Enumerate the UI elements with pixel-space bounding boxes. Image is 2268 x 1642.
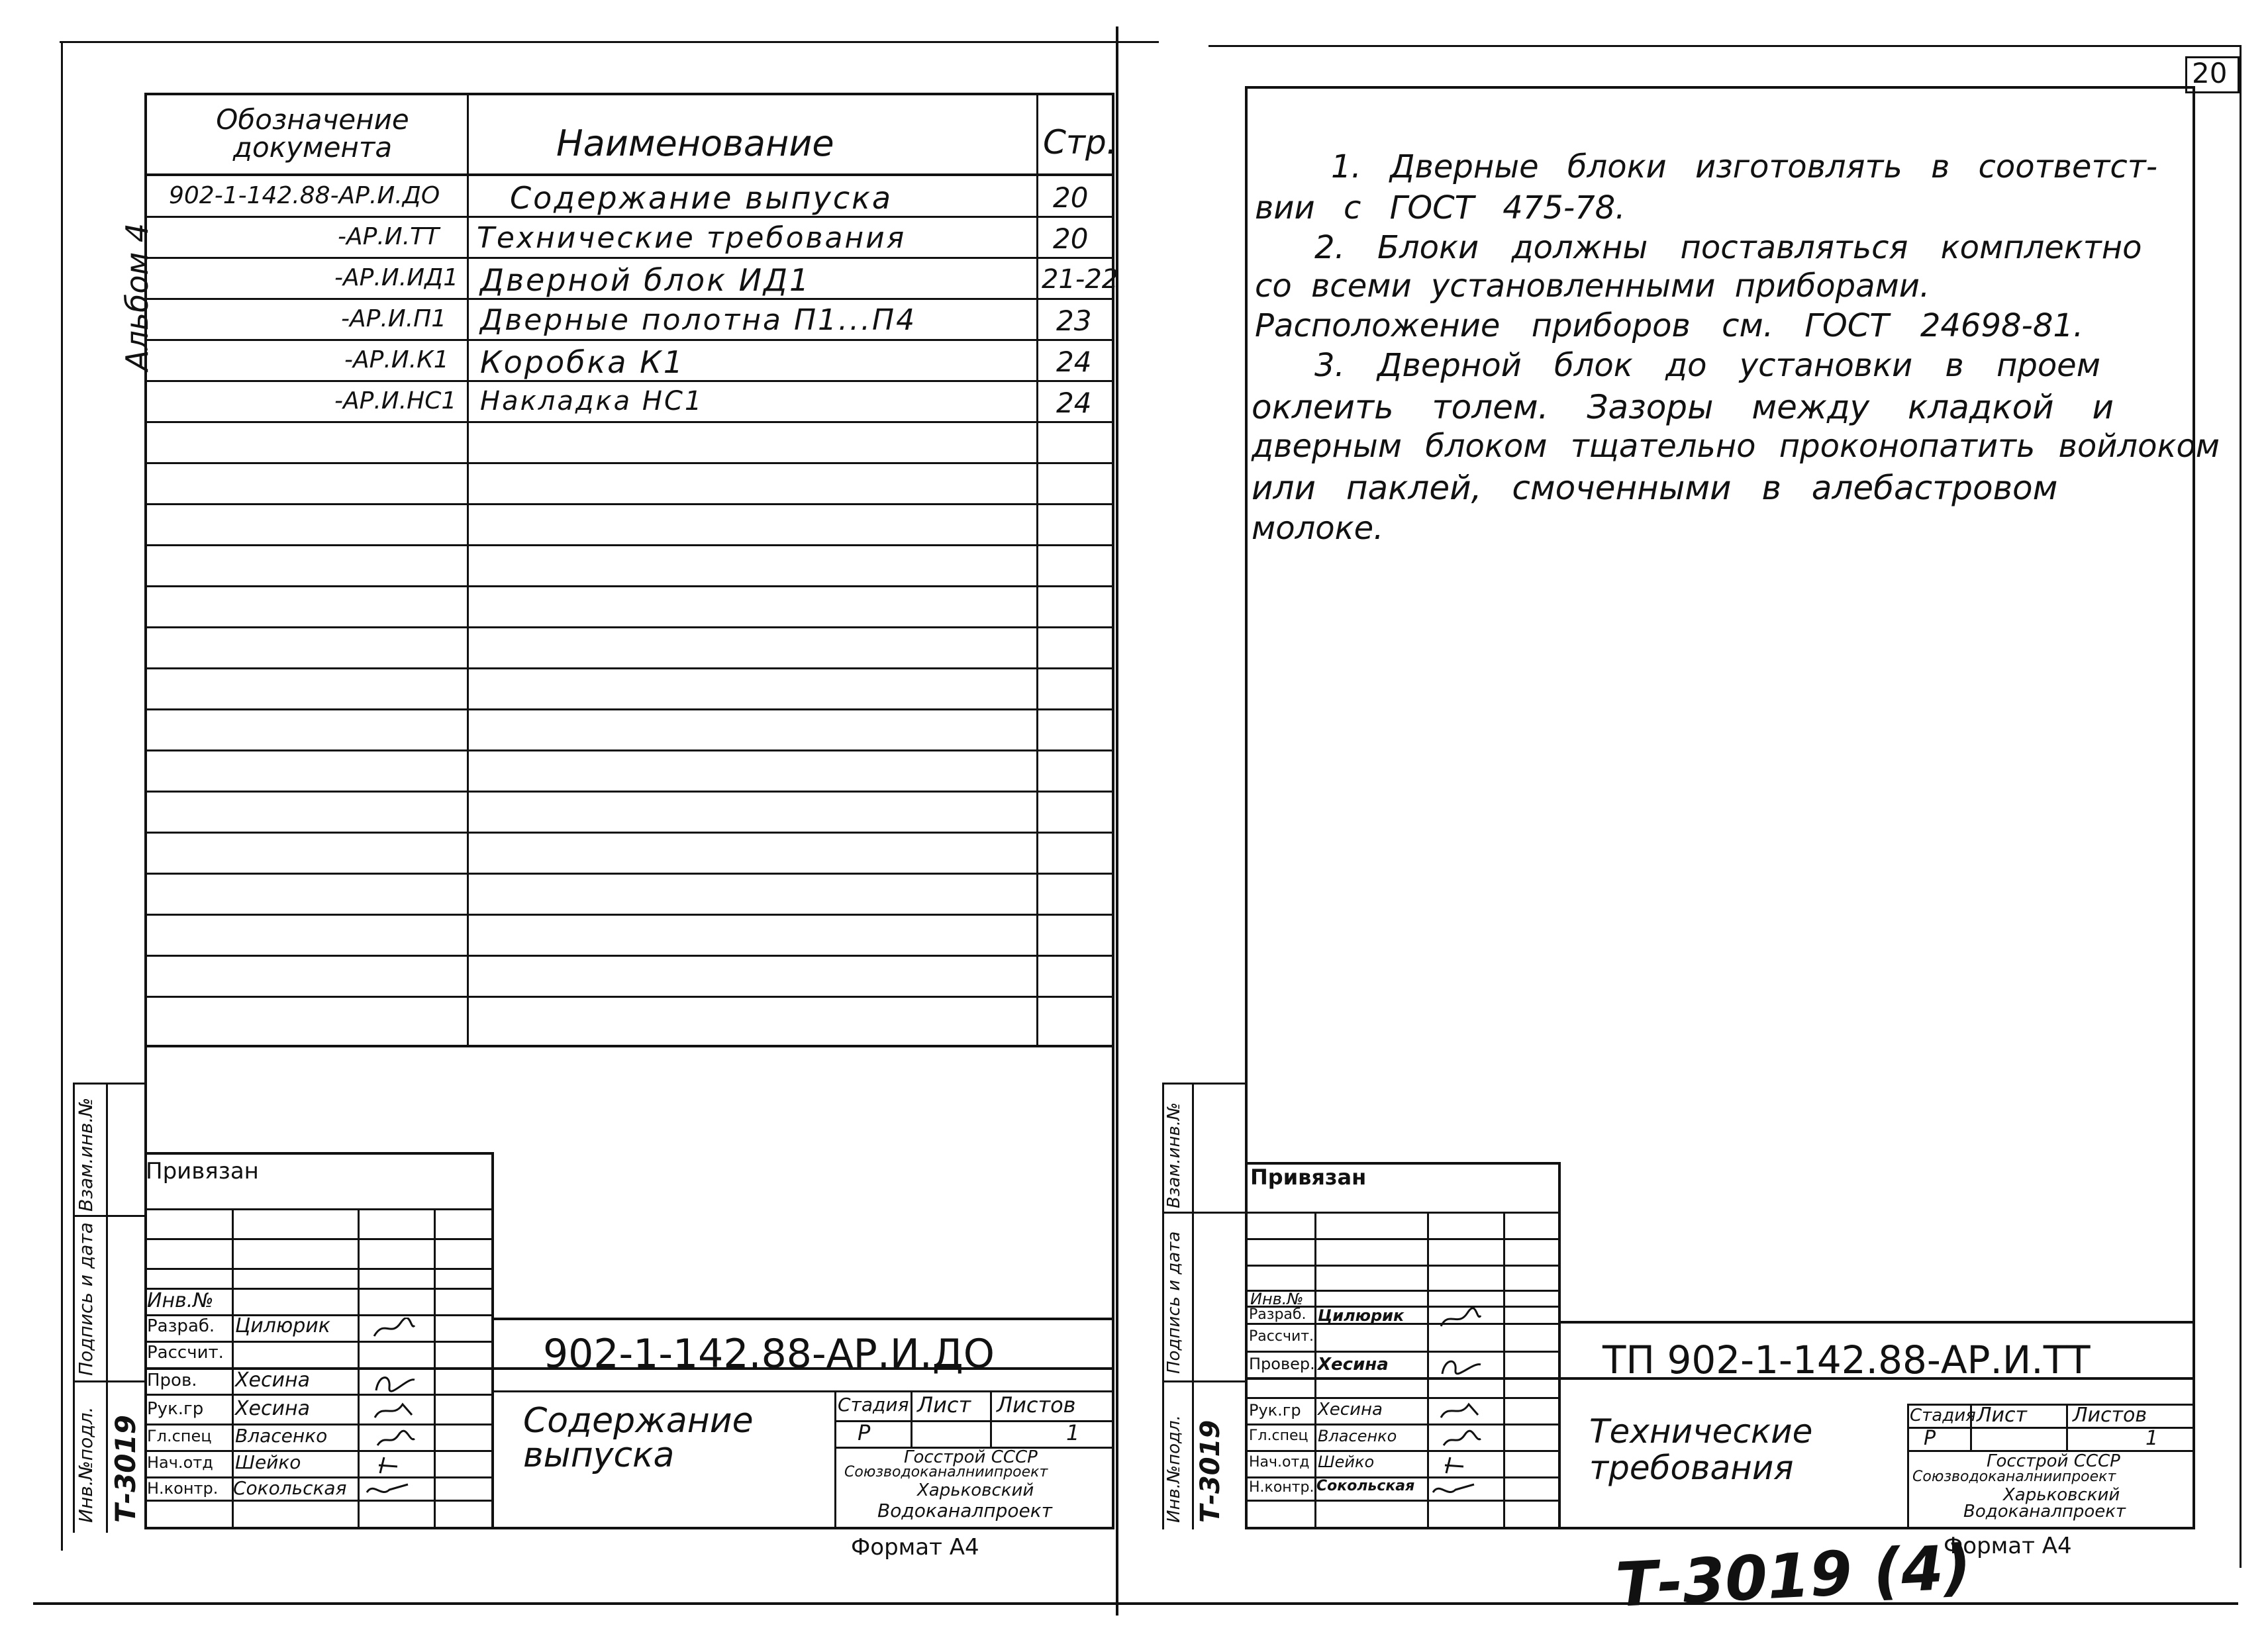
archive-stamp: Т-3019 (4)	[1614, 1531, 1973, 1621]
sheets-label: Листов	[997, 1392, 1076, 1418]
signature-mark	[1437, 1354, 1483, 1376]
org-line: Союзводоканалниипроект	[844, 1464, 1048, 1480]
side-label-inv-original: Инв.№подл.	[75, 1406, 97, 1523]
signature-mark	[371, 1453, 417, 1476]
sheets-label: Листов	[2073, 1404, 2147, 1427]
page-number: 20	[2192, 57, 2228, 89]
side-label-inv-original: Инв.№подл.	[1164, 1415, 1184, 1523]
row-designation: 902-1-142.88-АР.И.ДО	[169, 182, 440, 209]
org-line: Союзводоканалниипроект	[1912, 1469, 2116, 1485]
privyazan-label: Привязан	[146, 1158, 259, 1184]
signature-mark	[1437, 1400, 1483, 1423]
stage-value: Р	[1924, 1427, 1936, 1450]
row-designation: -АР.И.НС1	[334, 387, 457, 414]
right-outer-edge	[2240, 45, 2242, 1568]
staff-role: Нач.отд	[147, 1453, 213, 1472]
text-line: 3. Дверной блок до установки в проем	[1314, 347, 2100, 384]
row-page: 20	[1053, 181, 1089, 214]
header-page: Стр.	[1043, 123, 1117, 162]
signature-mark	[1437, 1308, 1483, 1330]
stage-label: Стадия	[838, 1394, 909, 1416]
text-line: Расположение приборов см. ГОСТ 24698-81.	[1255, 307, 2084, 344]
staff-name: Сокольская	[233, 1477, 347, 1499]
row-name: Содержание выпуска	[510, 180, 893, 216]
staff-role: Гл.спец	[147, 1427, 212, 1445]
document-title: Содержание выпуска	[523, 1401, 754, 1475]
staff-role: Разраб.	[1249, 1306, 1307, 1323]
staff-role: Пров.	[147, 1371, 197, 1390]
text-line: вии с ГОСТ 475-78.	[1255, 189, 1626, 226]
staff-role: Нач.отд	[1249, 1454, 1310, 1471]
album-label: Альбом 4	[119, 222, 155, 371]
row-name: Дверной блок ИД1	[480, 262, 811, 298]
col-divider-name	[1036, 93, 1038, 1046]
row-page: 20	[1053, 222, 1089, 255]
row-name: Технические требования	[477, 221, 907, 255]
staff-name: Хесина	[1318, 1355, 1389, 1375]
signature-mark	[371, 1427, 417, 1449]
format-label: Формат А4	[1944, 1533, 2072, 1559]
document-code: ТП 902-1-142.88-АР.И.ТТ	[1602, 1337, 2091, 1382]
staff-role: Рук.гр	[1249, 1401, 1301, 1420]
staff-role: Н.контр.	[147, 1479, 219, 1498]
document-code: 902-1-142.88-АР.И.ДО	[543, 1331, 995, 1377]
side-label-replace-inv: Взам.инв.№	[1164, 1102, 1184, 1208]
top-edge-line-right	[1208, 45, 2242, 47]
staff-name: Шейко	[1318, 1453, 1375, 1471]
sheet-label: Лист	[917, 1392, 971, 1418]
signature-mark	[1437, 1427, 1483, 1449]
signature-mark	[371, 1371, 417, 1393]
table-header-line	[144, 173, 1114, 176]
signature-mark	[1437, 1453, 1483, 1476]
row-designation: -АР.И.ТТ	[338, 223, 440, 250]
left-outer-edge	[61, 41, 63, 1551]
table-bottom-line	[144, 1045, 1114, 1047]
side-label-replace-inv: Взам.инв.№	[75, 1097, 97, 1212]
inv-label: Инв.№	[1250, 1290, 1304, 1308]
inv-number: Т-3019	[109, 1415, 142, 1523]
header-name: Наименование	[556, 122, 834, 164]
org-line: Харьковский	[917, 1480, 1034, 1500]
staff-name: Хесина	[235, 1369, 310, 1392]
row-page: 23	[1056, 305, 1092, 337]
staff-name: Власенко	[235, 1425, 328, 1447]
org-line: Харьковский	[2003, 1485, 2120, 1505]
staff-name: Сокольская	[1316, 1478, 1415, 1494]
col-divider-designation	[467, 93, 469, 1046]
row-designation: -АР.И.ИД1	[334, 264, 459, 291]
staff-role: Разраб.	[147, 1316, 215, 1336]
side-label-signature-date: Подпись и дата	[75, 1222, 97, 1376]
inv-number: Т-3019	[1195, 1420, 1226, 1523]
signature-mark	[371, 1318, 417, 1340]
row-designation: -АР.И.К1	[344, 346, 449, 373]
row-name: Накладка НС1	[480, 386, 704, 416]
sheets-value: 1	[1066, 1420, 1080, 1445]
staff-name: Цилюрик	[235, 1314, 330, 1337]
staff-role: Провер.	[1249, 1355, 1315, 1373]
signature-mark	[371, 1400, 417, 1423]
staff-name: Власенко	[1318, 1427, 1397, 1445]
format-label: Формат А4	[851, 1534, 979, 1561]
side-label-signature-date: Подпись и дата	[1164, 1231, 1184, 1374]
top-edge-line-left	[60, 41, 1159, 43]
org-line: Водоканалпроект	[1963, 1502, 2126, 1521]
document-title: Технические требования	[1589, 1412, 1813, 1487]
signature-mark	[364, 1478, 411, 1500]
privyazan-label: Привязан	[1250, 1165, 1367, 1190]
text-line: дверным блоком тщательно проконопатить войлоком	[1252, 428, 2220, 465]
staff-role: Рассчит.	[1249, 1328, 1314, 1345]
staff-role: Рук.гр	[147, 1399, 204, 1419]
row-name: Дверные полотна П1...П4	[480, 303, 917, 337]
row-designation: -АР.И.П1	[341, 305, 447, 332]
text-line: или паклей, смоченными в алебастровом	[1252, 469, 2058, 507]
sheets-value: 1	[2145, 1427, 2159, 1450]
staff-name: Цилюрик	[1318, 1306, 1405, 1325]
stage-label: Стадия	[1910, 1406, 1976, 1425]
org-line: Госстрой СССР	[904, 1447, 1038, 1467]
org-line: Госстрой СССР	[1987, 1451, 2120, 1471]
row-page: 21-22	[1042, 264, 1119, 295]
staff-role: Рассчит.	[147, 1343, 224, 1363]
sheet-label: Лист	[1977, 1404, 2028, 1427]
text-line: 2. Блоки должны поставляться комплектно	[1314, 229, 2142, 266]
staff-role: Гл.спец	[1249, 1427, 1308, 1444]
text-line: 1. Дверные блоки изготовлять в соответст-	[1331, 148, 2158, 185]
row-page: 24	[1056, 387, 1092, 419]
staff-name: Хесина	[235, 1397, 310, 1420]
header-designation: Обозначение документа	[216, 103, 409, 164]
staff-name: Хесина	[1318, 1400, 1383, 1420]
row-page: 24	[1056, 346, 1092, 378]
text-line: молоке.	[1252, 510, 1384, 547]
org-line: Водоканалпроект	[877, 1500, 1052, 1521]
staff-role: Н.контр.	[1249, 1479, 1314, 1496]
staff-name: Шейко	[235, 1451, 301, 1473]
text-line: оклеить толем. Зазоры между кладкой и	[1252, 388, 2114, 426]
inv-label: Инв.№	[147, 1289, 214, 1312]
row-name: Коробка К1	[480, 344, 685, 380]
stage-value: Р	[858, 1420, 871, 1445]
text-line: со всеми установленными приборами.	[1255, 267, 1930, 305]
signature-mark	[1430, 1478, 1477, 1500]
